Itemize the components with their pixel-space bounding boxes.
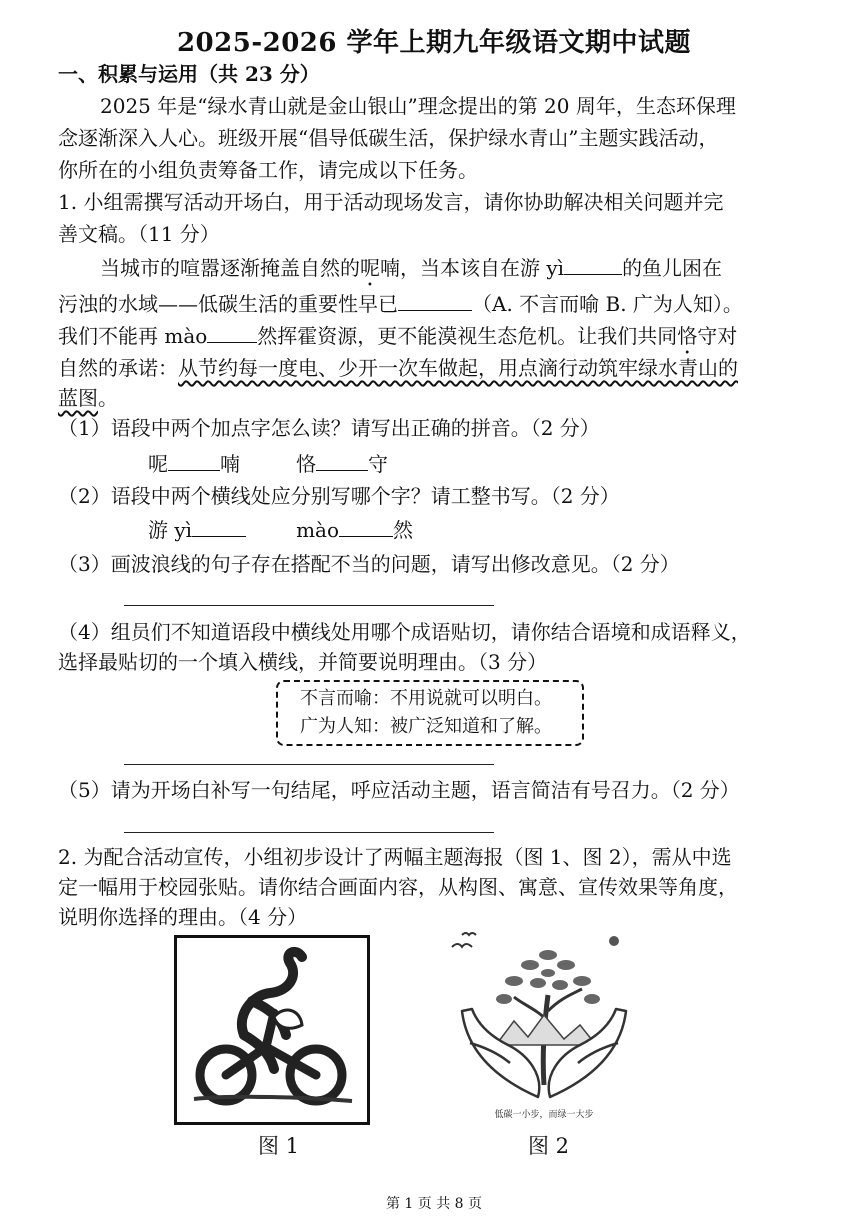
sub2-blank-2[interactable] (339, 518, 393, 537)
dotted-char-2: 恪 (677, 324, 698, 348)
poster-figure-1[interactable] (174, 935, 370, 1125)
sub5-stem: （5）请为开场白补写一句结尾，呼应活动主题，语言简洁有号召力。（2 分） (58, 778, 740, 802)
passage-line-2 (58, 290, 743, 318)
sub2-answers (148, 516, 413, 544)
idiom-definition: 广为人知：被广泛知道和了解。 (300, 716, 552, 736)
sub3-answer-line[interactable] (124, 605, 494, 606)
intro-line-1: 2025 年是“绿水青山就是金山银山”理念提出的第 20 周年，生态环保理 (100, 94, 736, 118)
sub4-stem-line-2: 选择最贴切的一个填入横线，并简要说明理由。（3 分） (58, 650, 548, 674)
passage-line-5 (58, 384, 118, 412)
intro-line-3: 你所在的小组负责筹备工作，请完成以下任务。 (58, 158, 478, 182)
passage-text: 。 (98, 386, 118, 410)
passage-text: 喃，当本该自在游 yì (380, 256, 565, 280)
figure-1-caption: 图 1 (258, 1134, 300, 1158)
section-heading: 一、积累与运用（共 23 分） (58, 62, 320, 86)
dotted-char-1: 呢 (360, 256, 380, 280)
wavy-sentence: 从节约每一度电、少开一次车做起，用点滴行动筑牢绿水青山的 (178, 356, 738, 380)
blank-yi[interactable] (564, 256, 622, 275)
sub2-text: 游 yì (148, 518, 193, 542)
sub1-char: 呢 (148, 452, 168, 476)
passage-text: （A. 不言而喻 B. 广为人知）。 (472, 292, 743, 316)
blank-idiom[interactable] (398, 292, 472, 311)
sub4-stem-line-1: （4）组员们不知道语段中横线处用哪个成语贴切，请你结合语境和成语释义， (58, 620, 751, 644)
sub2-text: 然 (393, 518, 413, 542)
figure-2-caption: 图 2 (528, 1134, 570, 1158)
idiom-definition: 不言而喻：不用说就可以明白。 (300, 688, 552, 708)
idiom-definition-box (276, 680, 584, 746)
mountain-icon (496, 1015, 596, 1045)
sub2-blank-1[interactable] (192, 518, 246, 537)
sub4-answer-line[interactable] (124, 764, 494, 765)
fig2-slogan: 低碳一小步，而绿一大步 (494, 1110, 594, 1120)
sub1-stem: （1）语段中两个加点字怎么读？请写出正确的拼音。（2 分） (58, 416, 600, 440)
sub1-char: 守 (368, 452, 388, 476)
intro-line-2: 念逐渐深入人心。班级开展“倡导低碳生活，保护绿水青山”主题实践活动， (58, 126, 719, 150)
passage-line-1 (100, 254, 722, 291)
leaf-icon (274, 1010, 302, 1028)
poster-figure-2[interactable] (448, 925, 640, 1125)
sub1-answers (148, 450, 388, 478)
passage-text: 污浊的水域——低碳生活的重要性早已 (58, 292, 398, 316)
passage-text: 然挥霍资源，更不能漠视生态危机。让我们共同 (257, 324, 678, 348)
q1-stem-line-2: 善文稿。（11 分） (58, 222, 220, 246)
sub1-char: 喃 (220, 452, 240, 476)
q2-stem-line-1: 2. 为配合活动宣传，小组初步设计了两幅主题海报（图 1、图 2），需从中选 (58, 845, 732, 869)
passage-text: 自然的承诺： (58, 356, 178, 380)
passage-text: 守对 (697, 324, 738, 348)
passage-text: 的鱼儿困在 (622, 256, 723, 280)
q1-stem-line-1: 1. 小组需撰写活动开场白，用于活动现场发言，请你协助解决相关问题并完 (58, 190, 724, 214)
sub1-blank-1[interactable] (168, 452, 220, 471)
q2-stem-line-3: 说明你选择的理由。（4 分） (58, 905, 308, 929)
passage-line-4 (58, 354, 738, 382)
sub2-text: mào (296, 518, 339, 542)
sub5-answer-line[interactable] (124, 832, 494, 833)
sub1-blank-2[interactable] (316, 452, 368, 471)
wavy-sentence-end: 蓝图 (58, 386, 98, 410)
sub1-char: 恪 (296, 452, 316, 476)
bird-icon (452, 933, 476, 947)
sub2-stem: （2）语段中两个横线处应分别写哪个字？请工整书写。（2 分） (58, 484, 620, 508)
page-title: 2025-2026 学年上期九年级语文期中试题 (176, 28, 692, 58)
passage-text: 我们不能再 mào (58, 324, 208, 348)
blank-mao[interactable] (207, 324, 257, 343)
sub3-stem: （3）画波浪线的句子存在搭配不当的问题，请写出修改意见。（2 分） (58, 552, 680, 576)
fingerprint-icon (609, 936, 619, 946)
page-number: 第 1 页 共 8 页 (385, 1196, 483, 1212)
q2-stem-line-2: 定一幅用于校园张贴。请你结合画面内容，从构图、寓意、宣传效果等角度， (58, 875, 738, 899)
passage-text: 当城市的喧嚣逐渐掩盖自然的 (100, 256, 360, 280)
